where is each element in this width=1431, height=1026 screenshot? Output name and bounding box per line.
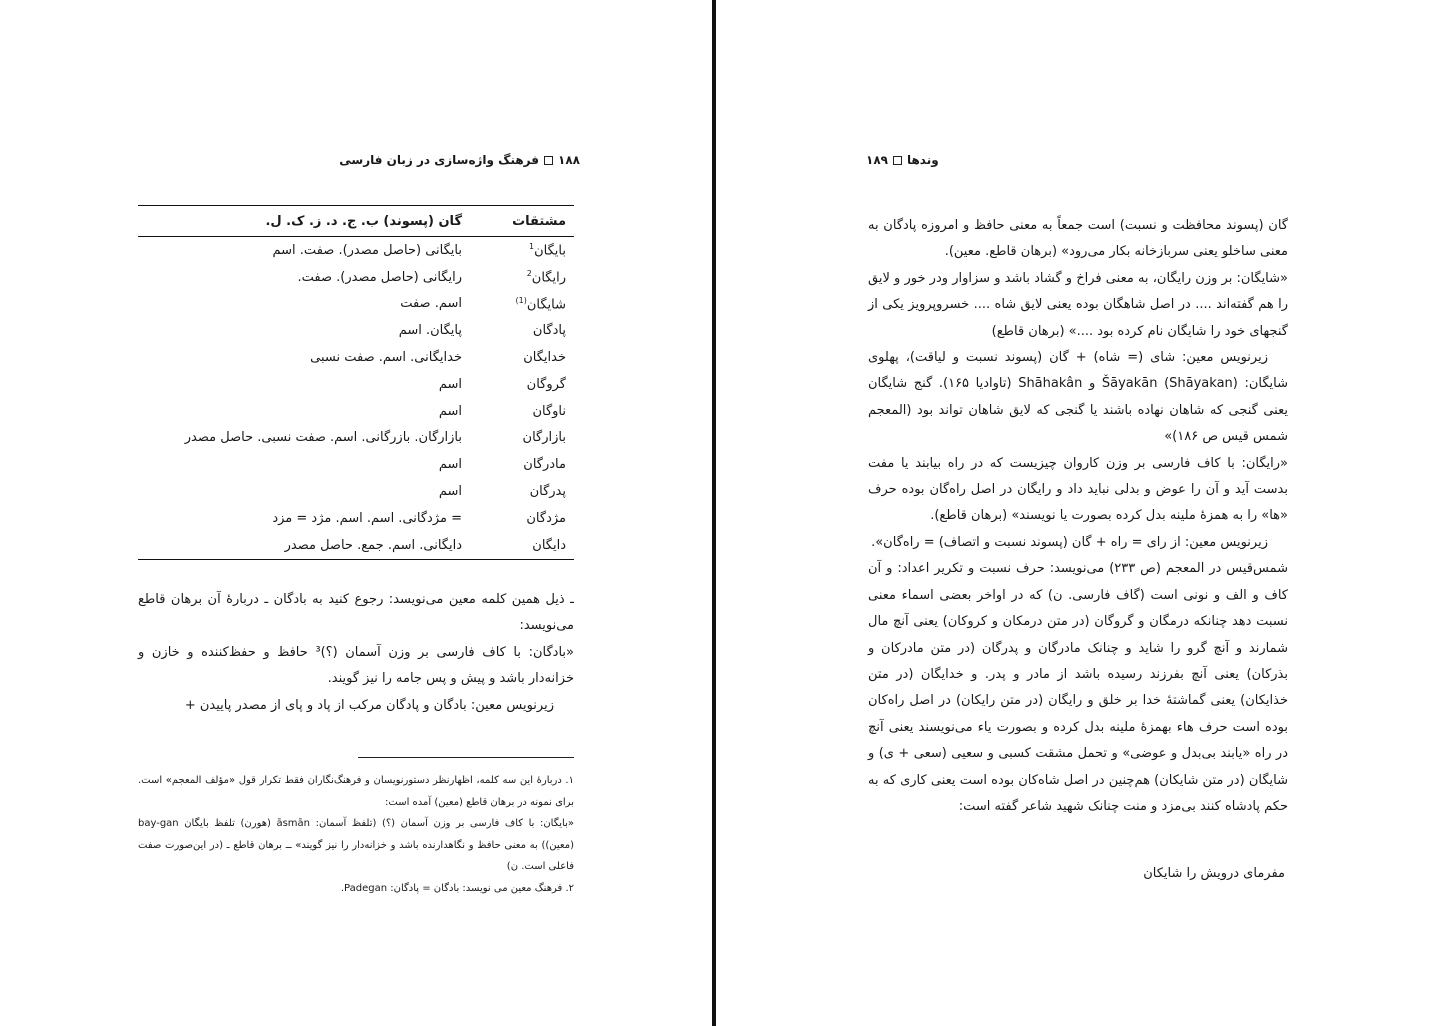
derivative-word: [462, 457, 574, 472]
right-page-number: ۱۸۹: [866, 153, 888, 167]
word-text: گروگان: [526, 376, 566, 392]
table-row: [138, 398, 574, 425]
word-text: بازارگان: [522, 430, 566, 446]
right-running-head: [866, 153, 939, 167]
square-separator-icon: [893, 156, 902, 165]
derivative-word: [462, 430, 574, 445]
right-body: [868, 213, 1288, 820]
right-paragraph-1: گان (پسوند محافظت و نسبت) است جمعاً به معنی حافظ و امروزه پادگان به معنی ساخلو یعنی سربازخانه بکار می‌رود» (برهان قاطع. معین).: [868, 218, 1288, 260]
derivative-word: [462, 242, 574, 258]
right-paragraph-5: زیرنویس معین: از رای = راه + گان (پسوند نسبت و اتصاف) = راه‌گان».: [871, 534, 1268, 550]
header-derivatives: مشتقات: [512, 213, 566, 229]
table-row: [138, 317, 574, 344]
table-row: [138, 237, 574, 264]
derivative-description: رایگانی (حاصل مصدر). صفت.: [297, 269, 462, 285]
derivative-description: دایگانی. اسم. جمع. حاصل مصدر: [284, 537, 462, 553]
derivative-description: بایگانی (حاصل مصدر). صفت. اسم: [272, 242, 462, 258]
word-text: خدایگان: [523, 350, 566, 366]
derivative-description: اسم: [438, 484, 462, 500]
left-page: [0, 0, 712, 1026]
header-suffix: گان (پسوند) ب. ج. د. ز. ک. ل.: [265, 213, 462, 229]
footnote-1: ۱. دربارهٔ این سه کلمه، اظهارنظر دستورنویسان و فرهنگ‌نگاران فقط تکرار قول «مؤلف المعجم» است. برای نمونه در برهان قاطع (معین) آمده است:: [138, 775, 574, 808]
right-paragraph-2: «شایگان: بر وزن رایگان، به معنی فراخ و گشاد باشد و سزاوار ودر خور و لایق را هم گفته‌اند .... در اصل شاهگان بوده یعنی لایق شاه .... خسروپرویز یکی از گنجهای خود را شایگان نام کرده بود ....» (برهان قاطع): [868, 270, 1288, 339]
verse-line: مفرمای درویش را شایکان: [1143, 866, 1285, 881]
derivatives-table: [138, 205, 574, 560]
derivative-description: = مژدگانی. اسم. اسم. مژد = مزد: [272, 510, 462, 526]
derivative-word: [462, 350, 574, 365]
footnote-1-quote: «بایگان: با کاف فارسی بر وزن آسمان (؟) (تلفظ آسمان: āsmān (هورن) تلفظ بایگان bay-gan (معین)) به معنی حافظ و نگاهدارنده باشد و خزانه‌دار را نیز گویند» ــ برهان قاطع ـ (در این‌صورت صفت فاعلی است. ن): [138, 818, 574, 873]
derivative-word: [462, 404, 574, 419]
right-paragraph-4: «رایگان: با کاف فارسی بر وزن کاروان چیزیست که در راه بیابند یا مفت بدست آید و آن را عوض و بدلی نباید داد و رایگان در اصل راه‌گان بوده حرف «ها» را به همزهٔ ملینه بدل کرده بصورت یا نویسند» (برهان قاطع).: [868, 455, 1288, 524]
left-running-head: [339, 153, 580, 167]
table-row: [138, 344, 574, 371]
footnote-2: ۲. فرهنگ معین می نویسد: بادگان = پادگان: Padegan.: [340, 882, 574, 894]
footnote-marker: 2: [526, 269, 532, 279]
right-paragraph-6: شمس‌قیس در المعجم (ص ۲۳۳) می‌نویسد: حرف نسبت و تکریر اعداد: و آن کاف و الف و نونی است (گاف فارسی. ن) که در اواخر بعضی اسماء معنی نسبت دهد چنانکه درمگان و گروگان (در متن درمکان و کروکان) یعنی آنچ مال شمارند و آنچ گرو را شاید و چنانک مادرگان و پدرگان (در متن مادرکان و بذرکان) یعنی آنچ بفرزند رسیده باشد از مادر و پدر. و خدایگان (در متن خذایکان) یعنی گماشتهٔ خدا بر خلق و رایگان (در متن رایکان) در اصل راه‌کان بوده است حرف هاء بهمزهٔ ملینه بدل کرده و بصورت یاء می‌نویسند یعنی آنچ در راه «یابند بی‌بدل و عوضی» و تحمل مشقت کسبی و سعیی (سعی + ی) و شایگان (در متن شایکان) هم‌چنین در اصل شاه‌کان بوده است یعنی کاری که به حکم پادشاه کنند بی‌مزد و منت چنانک شهید شاعر گفته است:: [868, 561, 1288, 814]
derivative-description: اسم: [438, 457, 462, 473]
word-text: رایگان: [531, 270, 566, 286]
left-page-number: ۱۸۸: [558, 153, 580, 167]
footnote-rule: [358, 757, 574, 758]
table-row: [138, 425, 574, 452]
table-body: [138, 237, 574, 560]
table-row: [138, 451, 574, 478]
left-paragraph-1: ـ ذیل همین کلمه معین می‌نویسد: رجوع کنید به بادگان ـ دربارهٔ آن برهان قاطع می‌نویسد:: [138, 592, 574, 634]
derivative-word: [462, 269, 574, 285]
derivative-word: [462, 484, 574, 499]
left-body: [138, 587, 574, 719]
word-text: ناوگان: [532, 403, 566, 419]
table-row: [138, 505, 574, 532]
left-running-title: فرهنگ واژه‌سازی در زبان فارسی: [339, 153, 540, 167]
derivative-description: پایگان. اسم: [398, 323, 462, 339]
table-row: [138, 371, 574, 398]
left-paragraph-3: زیرنویس معین: بادگان و پادگان مرکب از پاد و پای از مصدر پاییدن +: [184, 697, 554, 713]
footnotes: [138, 770, 574, 900]
derivative-word: [462, 323, 574, 338]
derivative-word: [462, 511, 574, 526]
derivative-word: [462, 538, 574, 553]
right-paragraph-3: زیرنویس معین: شای (= شاه) + گان (پسوند نسبت و لیاقت)، پهلوی شایگان: Šāyakān (Shāyakan) و Shāhakân (تاوادیا ۱۶۵). گنج شایگان یعنی گنجی که شاهان نهاده باشند یا گنجی که لایق شاهان تواند بود (المعجم شمس قیس ص ۱۸۶)»: [868, 350, 1289, 445]
derivative-description: خدایگانی. اسم. صفت نسبی: [310, 350, 462, 366]
derivative-word: [462, 377, 574, 392]
word-text: مادرگان: [523, 457, 566, 473]
derivative-description: اسم: [438, 376, 462, 392]
right-running-title: وندها: [906, 153, 939, 167]
square-separator-icon: [544, 156, 553, 165]
table-header: [138, 205, 574, 237]
left-paragraph-2: «بادگان: با کاف فارسی بر وزن آسمان (؟)³ حافظ و حفظ‌کننده و خازن و خزانه‌دار باشد و پیش و پس جامه را نیز گویند.: [138, 644, 574, 687]
word-text: بایگان: [534, 243, 566, 259]
table-row: [138, 264, 574, 291]
table-row: [138, 532, 574, 560]
word-text: پدرگان: [529, 484, 566, 500]
footnote-marker: 1: [529, 242, 535, 252]
derivative-word: [462, 296, 574, 312]
derivative-description: بازارگان. بازرگانی. اسم. صفت نسبی. حاصل مصدر: [184, 430, 462, 446]
word-text: دایگان: [532, 537, 566, 553]
table-row: [138, 478, 574, 505]
table-row: [138, 291, 574, 318]
footnote-marker: (1): [515, 295, 527, 305]
word-text: پادگان: [532, 323, 566, 339]
word-text: مژدگان: [526, 510, 566, 526]
word-text: شایگان: [526, 297, 566, 313]
derivative-description: اسم: [438, 403, 462, 419]
derivative-description: اسم. صفت: [400, 296, 462, 312]
